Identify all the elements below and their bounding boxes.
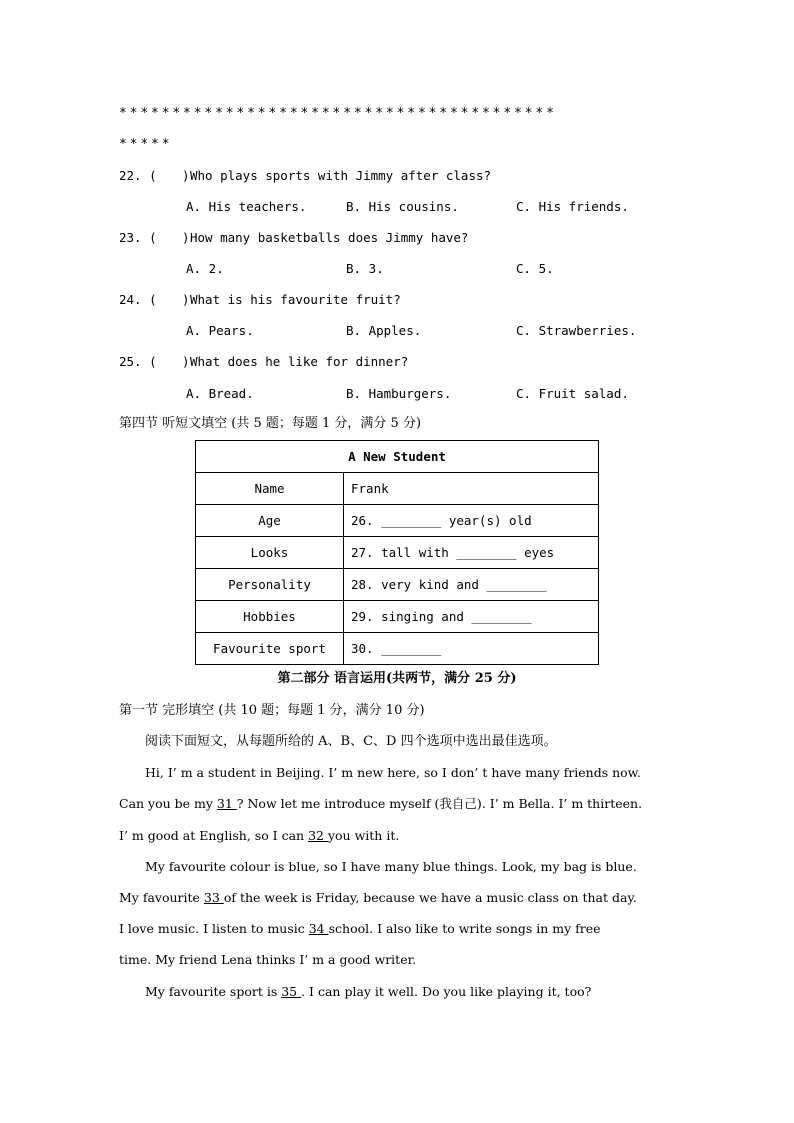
option-a: A. Pears. [186, 323, 254, 338]
table-row [196, 473, 599, 505]
row-label-favourite-sport: Favourite sport [196, 633, 344, 665]
table-row [196, 537, 599, 569]
option-c: C. 5. [516, 261, 554, 276]
blank-32: 32 [308, 828, 328, 843]
passage-text: Can you be my [119, 796, 217, 811]
option-c: C. His friends. [516, 199, 629, 214]
passage-line [119, 828, 675, 844]
blank-35: 35 [281, 984, 302, 999]
passage-text: school. I also like to write songs in my free [328, 921, 601, 936]
answer-paren-close: ) [182, 168, 190, 183]
row-label-personality: Personality [196, 569, 344, 601]
option-c: C. Strawberries. [516, 323, 637, 338]
separator-stars-line2: ***** [119, 137, 173, 152]
question-number: 23. ( [119, 230, 157, 245]
option-b: B. Apples. [346, 323, 422, 338]
row-value-personality: 28. very kind and ________ [344, 569, 599, 601]
table-row [196, 633, 599, 665]
row-value-name: Frank [344, 473, 599, 505]
table-row [196, 569, 599, 601]
cloze-instruction: 阅读下面短文，从每题所给的 A、B、C、D 四个选项中选出最佳选项。 [145, 734, 557, 749]
row-label-looks: Looks [196, 537, 344, 569]
passage-line: time. My friend Lena thinks I’ m a good writer. [119, 952, 417, 967]
table-row [196, 505, 599, 537]
table-title-row [196, 441, 599, 473]
row-value-looks: 27. tall with ________ eyes [344, 537, 599, 569]
passage-text: of the week is Friday, because we have a music class on that day. [223, 890, 637, 905]
passage-text: I’ m good at English, so I can [119, 828, 309, 843]
separator-stars-line1: ***************************************** [119, 106, 557, 121]
blank-31: 31 [216, 796, 237, 811]
passage-line [119, 984, 675, 1000]
option-b: B. His cousins. [346, 199, 459, 214]
row-label-hobbies: Hobbies [196, 601, 344, 633]
blank-34: 34 [308, 921, 329, 936]
passage-text: you with it. [327, 828, 400, 843]
passage-line: My favourite colour is blue, so I have many blue things. Look, my bag is blue. [145, 859, 637, 874]
section4-heading: 第四节 听短文填空 (共 5 题；每题 1 分，满分 5 分) [119, 416, 422, 431]
table-row [196, 601, 599, 633]
row-value-hobbies: 29. singing and ________ [344, 601, 599, 633]
part2-heading: 第二部分 语言运用(共两节，满分 25 分) [277, 671, 517, 686]
question-text: What is his favourite fruit? [190, 292, 401, 307]
option-a: A. 2. [186, 261, 224, 276]
passage-text: ? Now let me introduce myself (我自己). I’ m Bella. I’ m thirteen. [236, 796, 643, 811]
question-number: 25. ( [119, 354, 157, 369]
passage-text: My favourite sport is [145, 984, 282, 999]
passage-line [119, 890, 675, 906]
row-value-age: 26. ________ year(s) old [344, 505, 599, 537]
row-value-favourite-sport: 30. ________ [344, 633, 599, 665]
option-b: B. 3. [346, 261, 384, 276]
new-student-table [195, 440, 599, 665]
question-text: What does he like for dinner? [190, 354, 409, 369]
row-label-name: Name [196, 473, 344, 505]
passage-text: My favourite [119, 890, 204, 905]
question-text: How many basketballs does Jimmy have? [190, 230, 469, 245]
option-c: C. Fruit salad. [516, 386, 629, 401]
blank-33: 33 [203, 890, 224, 905]
answer-paren-close: ) [182, 292, 190, 307]
answer-paren-close: ) [182, 354, 190, 369]
question-number: 24. ( [119, 292, 157, 307]
passage-line [119, 921, 675, 937]
passage-line: Hi, I’ m a student in Beijing. I’ m new here, so I don’ t have many friends now. [145, 765, 641, 780]
section1-heading: 第一节 完形填空 (共 10 题；每题 1 分，满分 10 分) [119, 703, 425, 718]
option-b: B. Hamburgers. [346, 386, 452, 401]
question-number: 22. ( [119, 168, 157, 183]
question-text: Who plays sports with Jimmy after class? [190, 168, 492, 183]
passage-text: I love music. I listen to music [119, 921, 309, 936]
option-a: A. His teachers. [186, 199, 307, 214]
option-a: A. Bread. [186, 386, 254, 401]
passage-text: . I can play it well. Do you like playing it, too? [301, 984, 592, 999]
table-title: A New Student [196, 441, 599, 473]
row-label-age: Age [196, 505, 344, 537]
passage-line [119, 796, 675, 812]
answer-paren-close: ) [182, 230, 190, 245]
